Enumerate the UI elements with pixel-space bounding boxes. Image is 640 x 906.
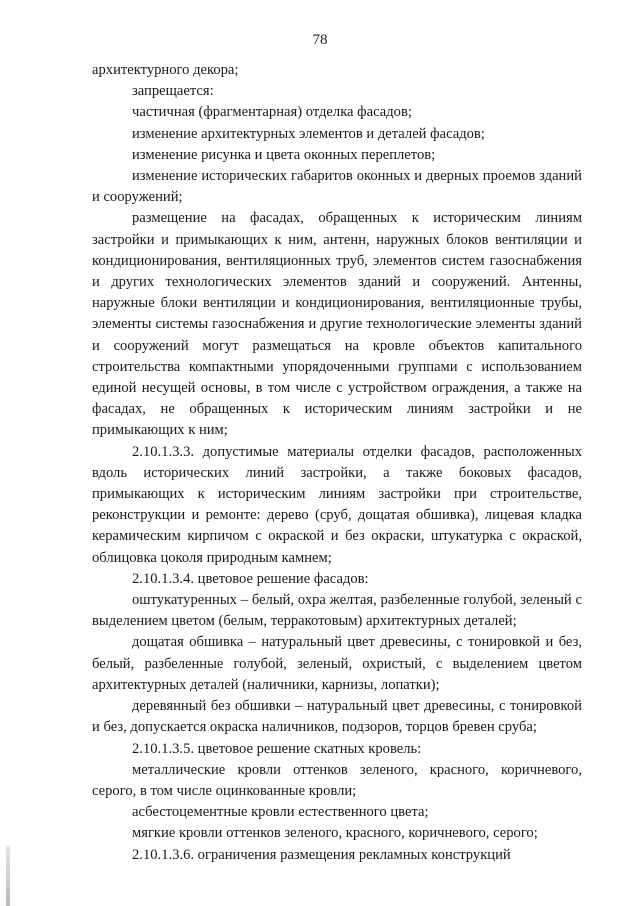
paragraph: 2.10.1.3.3. допустимые материалы отделки фасадов, расположенных вдоль исторических линий застройки, а также боковых фасадов, примыкающих к историческим линиям застройки при строительстве, реконструкции и ремонте: дерево (сруб, дощатая обшивка), лицевая кладка керамическим кирпичом с окраской и без окраски, штукатурка с окраской, облицовка цоколя природным камнем; (92, 443, 582, 566)
paragraph: изменение архитектурных элементов и деталей фасадов; (132, 125, 485, 142)
paragraph: 2.10.1.3.5. цветовое решение скатных кровель: (132, 740, 422, 757)
paragraph: архитектурного декора; (92, 62, 239, 78)
paragraph: оштукатуренных – белый, охра желтая, разбеленные голубой, зеленый с выделением цветом (белым, терракотовым) архитектурных деталей; (92, 592, 582, 630)
paragraph: изменение рисунка и цвета оконных переплетов; (132, 146, 436, 163)
scan-edge-mark (6, 846, 10, 906)
paragraph: металлические кровли оттенков зеленого, красного, коричневого, серого, в том числе оцинкованные кровли; (92, 761, 582, 799)
page-number: 78 (312, 32, 328, 48)
document-body (92, 60, 582, 866)
paragraph: 2.10.1.3.4. цветовое решение фасадов: (132, 570, 369, 587)
paragraph: размещение на фасадах, обращенных к историческим линиям застройки и примыкающих к ним, антенн, наружных блоков вентиляции и кондиционирования, вентиляционных труб, элементов систем газоснабжения и других технологических элементов зданий и сооружений. Антенны, наружные блоки вентиляции и кондиционирования, вентиляционные трубы, элементы системы газоснабжения и другие технологические элементы зданий и сооружений могут размещаться на кровле объектов капитального строительства компактными упорядоченными группами с использованием единой несущей основы, в том числе с устройством ограждения, а также на фасадах, не обращенных к историческим линиям застройки и не примыкающих к ним; (92, 210, 582, 439)
paragraph: деревянный без обшивки – натуральный цвет древесины, с тонировкой и без, допускается окраска наличников, подзоров, торцов бревен сруба; (92, 698, 582, 736)
paragraph: изменение исторических габаритов оконных и дверных проемов зданий и сооружений; (92, 168, 582, 206)
paragraph: мягкие кровли оттенков зеленого, красного, коричневого, серого; (132, 825, 538, 842)
paragraph: частичная (фрагментарная) отделка фасадов; (132, 104, 412, 121)
paragraph: дощатая обшивка – натуральный цвет древесины, с тонировкой и без, белый, разбеленные голубой, зеленый, охристый, с выделением цветом архитектурных деталей (наличники, карнизы, лопатки); (92, 634, 582, 693)
paragraph: запрещается: (132, 83, 214, 100)
paragraph: 2.10.1.3.6. ограничения размещения рекламных конструкций (132, 846, 511, 863)
paragraph: асбестоцементные кровли естественного цвета; (132, 804, 429, 821)
